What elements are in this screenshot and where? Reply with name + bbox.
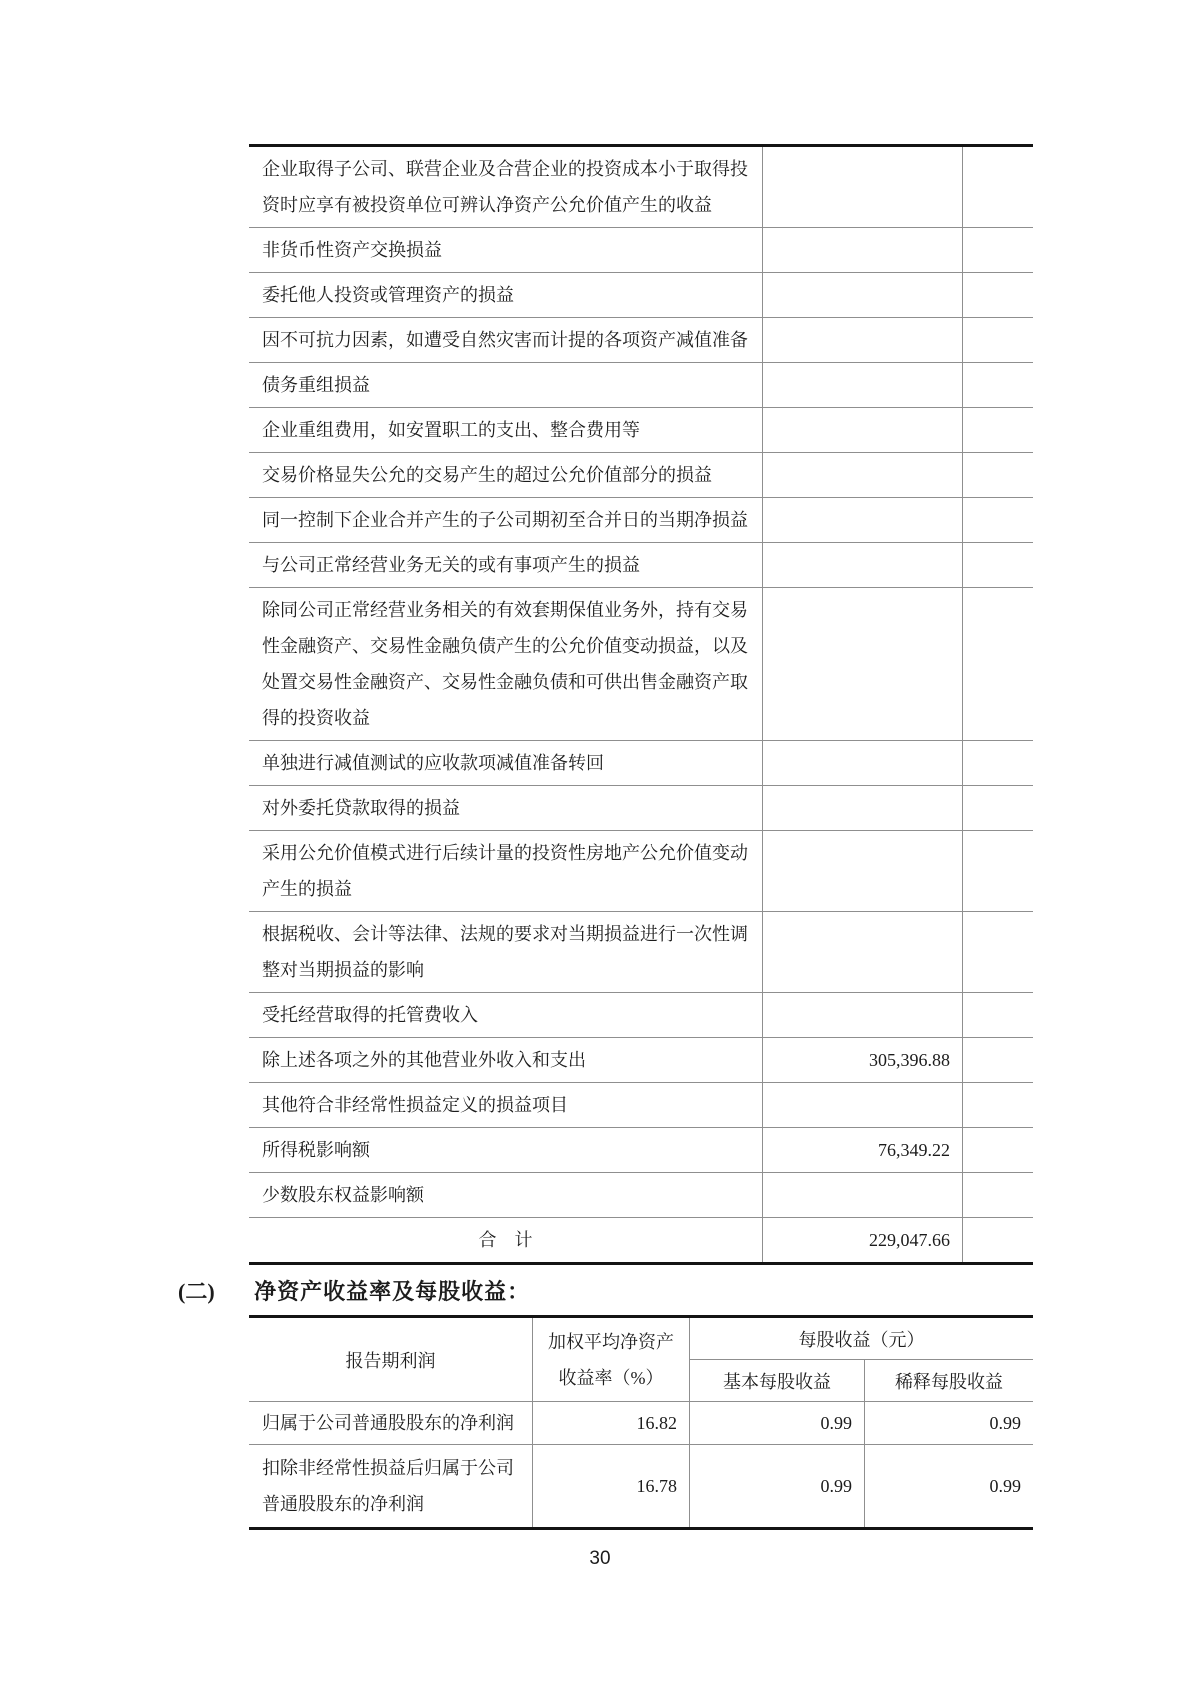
note-cell (963, 147, 1033, 227)
table-row (249, 588, 1033, 741)
table-header-row (249, 1318, 1033, 1402)
table-row (249, 408, 1033, 453)
note-cell (963, 453, 1033, 497)
section-marker: (二) (178, 1279, 215, 1304)
item-label: 因不可抗力因素，如遭受自然灾害而计提的各项资产减值准备 (249, 318, 763, 362)
note-cell (963, 1128, 1033, 1172)
table-row (249, 786, 1033, 831)
item-value (763, 498, 963, 542)
section-title: 净资产收益率及每股收益： (254, 1279, 531, 1304)
table-row (249, 228, 1033, 273)
header-weighted-roe: 加权平均净资产收益率（%） (533, 1318, 690, 1401)
header-basic-eps: 基本每股收益 (690, 1360, 865, 1401)
item-value (763, 1173, 963, 1217)
note-cell (963, 318, 1033, 362)
table-row (249, 1083, 1033, 1128)
table-row (249, 318, 1033, 363)
item-label: 除同公司正常经营业务相关的有效套期保值业务外，持有交易性金融资产、交易性金融负债产生的公允价值变动损益，以及处置交易性金融资产、交易性金融负债和可供出售金融资产取得的投资收益 (249, 588, 763, 740)
item-label: 委托他人投资或管理资产的损益 (249, 273, 763, 317)
table-row (249, 363, 1033, 408)
item-label: 少数股东权益影响额 (249, 1173, 763, 1217)
note-cell (963, 741, 1033, 785)
item-label: 单独进行减值测试的应收款项减值准备转回 (249, 741, 763, 785)
non-recurring-items-table (249, 144, 1033, 1265)
table-row (249, 543, 1033, 588)
note-cell (963, 786, 1033, 830)
table-row (249, 273, 1033, 318)
table-row (249, 1038, 1033, 1083)
item-value (763, 831, 963, 911)
header-diluted-eps: 稀释每股收益 (895, 1371, 1003, 1392)
item-value (763, 453, 963, 497)
table-row (249, 453, 1033, 498)
item-value: 305,396.88 (763, 1038, 963, 1082)
item-label: 其他符合非经常性损益定义的损益项目 (249, 1083, 763, 1127)
table-row (249, 831, 1033, 912)
note-cell (963, 273, 1033, 317)
table-row (249, 1445, 1033, 1527)
note-cell (963, 1173, 1033, 1217)
item-value (763, 408, 963, 452)
roe-eps-table (249, 1315, 1033, 1530)
page-number: 30 (589, 1548, 611, 1569)
item-label: 企业重组费用，如安置职工的支出、整合费用等 (249, 408, 763, 452)
basic-eps-value: 0.99 (690, 1445, 865, 1527)
table-row (249, 1173, 1033, 1218)
diluted-eps-value: 0.99 (989, 1476, 1021, 1496)
item-label: 根据税收、会计等法律、法规的要求对当期损益进行一次性调整对当期损益的影响 (249, 912, 763, 992)
item-value (763, 912, 963, 992)
note-cell (963, 543, 1033, 587)
note-cell (963, 228, 1033, 272)
table-row (249, 498, 1033, 543)
total-label: 合 计 (249, 1218, 763, 1262)
item-label: 债务重组损益 (249, 363, 763, 407)
table-row (249, 993, 1033, 1038)
roe-value: 16.82 (533, 1402, 690, 1444)
item-value (763, 543, 963, 587)
table-row (249, 912, 1033, 993)
item-label: 对外委托贷款取得的损益 (249, 786, 763, 830)
item-label: 受托经营取得的托管费收入 (249, 993, 763, 1037)
note-cell (963, 831, 1033, 911)
note-cell (963, 588, 1033, 740)
item-value (763, 993, 963, 1037)
item-label: 企业取得子公司、联营企业及合营企业的投资成本小于取得投资时应享有被投资单位可辨认净资产公允价值产生的收益 (249, 147, 763, 227)
header-eps-group: 每股收益（元） (690, 1318, 1033, 1360)
table-row (249, 1128, 1033, 1173)
note-cell (963, 993, 1033, 1037)
item-label: 采用公允价值模式进行后续计量的投资性房地产公允价值变动产生的损益 (249, 831, 763, 911)
total-row (249, 1218, 1033, 1262)
item-label: 非货币性资产交换损益 (249, 228, 763, 272)
table-row (249, 147, 1033, 228)
note-cell (963, 363, 1033, 407)
section-heading (178, 1276, 530, 1308)
total-value: 229,047.66 (763, 1218, 963, 1262)
item-value (763, 363, 963, 407)
item-value (763, 588, 963, 740)
item-value (763, 147, 963, 227)
note-cell (963, 498, 1033, 542)
note-cell (963, 1038, 1033, 1082)
note-cell (963, 912, 1033, 992)
item-value: 76,349.22 (763, 1128, 963, 1172)
item-value (763, 228, 963, 272)
header-eps-subrow (690, 1360, 1033, 1401)
row-label: 归属于公司普通股股东的净利润 (249, 1402, 533, 1444)
table-row (249, 741, 1033, 786)
note-cell (963, 1083, 1033, 1127)
roe-value: 16.78 (533, 1445, 690, 1527)
header-eps-group-cell (690, 1318, 1033, 1401)
note-cell (963, 1218, 1033, 1262)
item-label: 与公司正常经营业务无关的或有事项产生的损益 (249, 543, 763, 587)
item-value (763, 1083, 963, 1127)
item-label: 所得税影响额 (249, 1128, 763, 1172)
header-profit: 报告期利润 (249, 1318, 533, 1401)
item-label: 除上述各项之外的其他营业外收入和支出 (249, 1038, 763, 1082)
item-label: 同一控制下企业合并产生的子公司期初至合并日的当期净损益 (249, 498, 763, 542)
item-value (763, 318, 963, 362)
note-cell (963, 408, 1033, 452)
item-value (763, 741, 963, 785)
table-row (249, 1402, 1033, 1445)
diluted-eps-value: 0.99 (989, 1413, 1021, 1433)
basic-eps-value: 0.99 (690, 1402, 865, 1444)
row-label: 扣除非经常性损益后归属于公司普通股股东的净利润 (249, 1445, 533, 1527)
item-value (763, 273, 963, 317)
item-label: 交易价格显失公允的交易产生的超过公允价值部分的损益 (249, 453, 763, 497)
item-value (763, 786, 963, 830)
